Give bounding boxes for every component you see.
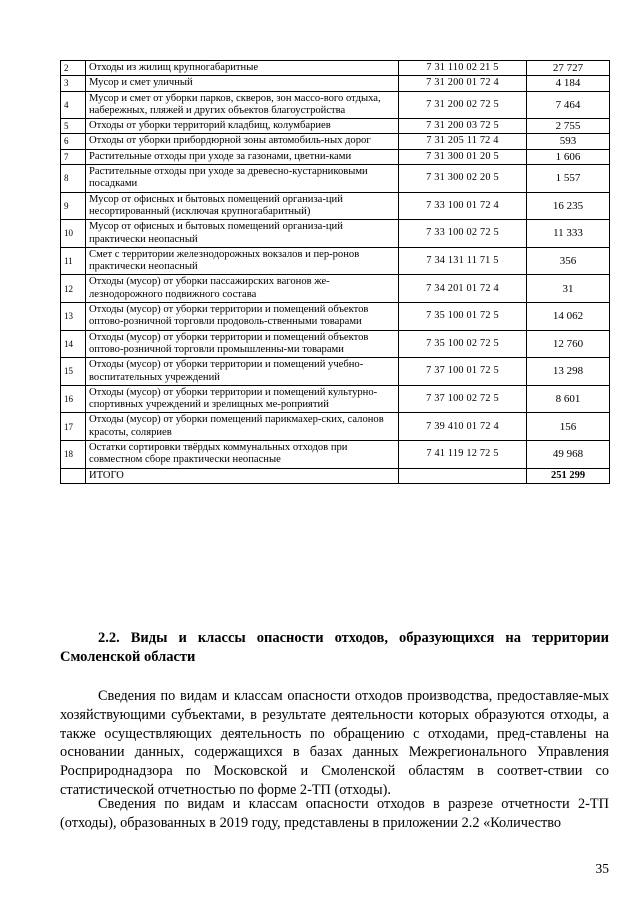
fkko-code: 7 31 110 02 21 5 [399,61,527,76]
fkko-code: 7 34 131 11 71 5 [399,247,527,275]
table-row [61,413,610,441]
waste-name: Мусор от офисных и бытовых помещений организа-ций несортированный (исключая крупногабаритный) [86,192,399,220]
waste-amount: 356 [527,247,610,275]
waste-name: Мусор от офисных и бытовых помещений организа-ций практически неопасный [86,220,399,248]
total-amount: 251 299 [527,468,610,483]
waste-amount: 27 727 [527,61,610,76]
total-label: ИТОГО [86,468,399,483]
row-number: 4 [61,91,86,119]
table-row [61,165,610,193]
fkko-code: 7 33 100 01 72 4 [399,192,527,220]
waste-name: Отходы из жилищ крупногабаритные [86,61,399,76]
waste-name: Растительные отходы при уходе за древесно-кустарниковыми посадками [86,165,399,193]
waste-name: Отходы (мусор) от уборки территории и помещений учебно-воспитательных учреждений [86,358,399,386]
waste-amount: 1 606 [527,149,610,164]
row-number: 5 [61,119,86,134]
row-number: 14 [61,330,86,358]
fkko-code: 7 31 200 03 72 5 [399,119,527,134]
table-row [61,61,610,76]
fkko-code: 7 31 200 01 72 4 [399,76,527,91]
waste-amount: 31 [527,275,610,303]
fkko-code: 7 35 100 01 72 5 [399,303,527,331]
total-num-cell [61,468,86,483]
row-number: 2 [61,61,86,76]
section-heading: 2.2. Виды и классы опасности отходов, образующихся на территории Смоленской области [60,630,609,665]
waste-name: Отходы от уборки прибордюрной зоны автомобиль-ных дорог [86,134,399,149]
waste-amount: 593 [527,134,610,149]
waste-amount: 49 968 [527,441,610,469]
table-row [61,247,610,275]
row-number: 7 [61,149,86,164]
row-number: 3 [61,76,86,91]
table-row [61,119,610,134]
table-total-row [61,468,610,483]
table-row [61,76,610,91]
waste-table-body [61,61,610,469]
table-row [61,441,610,469]
waste-name: Остатки сортировки твёрдых коммунальных отходов при совместном сборе практически неопасные [86,441,399,469]
fkko-code: 7 31 300 02 20 5 [399,165,527,193]
waste-name: Отходы от уборки территорий кладбищ, колумбариев [86,119,399,134]
fkko-code: 7 33 100 02 72 5 [399,220,527,248]
waste-name: Растительные отходы при уходе за газонами, цветни-ками [86,149,399,164]
table-row [61,275,610,303]
fkko-code: 7 31 205 11 72 4 [399,134,527,149]
waste-amount: 14 062 [527,303,610,331]
table-row [61,303,610,331]
waste-amount: 2 755 [527,119,610,134]
table-row [61,134,610,149]
row-number: 11 [61,247,86,275]
waste-amount: 1 557 [527,165,610,193]
waste-name: Отходы (мусор) от уборки территории и помещений объектов оптово-розничной торговли продоволь-ственными товарами [86,303,399,331]
table-row [61,385,610,413]
row-number: 10 [61,220,86,248]
waste-name: Мусор и смет от уборки парков, скверов, зон массо-вого отдыха, набережных, пляжей и других объектов благоустройства [86,91,399,119]
row-number: 15 [61,358,86,386]
waste-amount: 11 333 [527,220,610,248]
waste-name: Мусор и смет уличный [86,76,399,91]
waste-name: Отходы (мусор) от уборки территории и помещений объектов оптово-розничной торговли промышленны-ми товарами [86,330,399,358]
waste-name: Отходы (мусор) от уборки пассажирских вагонов же-лезнодорожного подвижного состава [86,275,399,303]
fkko-code: 7 37 100 02 72 5 [399,385,527,413]
waste-amount: 156 [527,413,610,441]
waste-amount: 16 235 [527,192,610,220]
row-number: 16 [61,385,86,413]
waste-name: Отходы (мусор) от уборки территории и помещений культурно-спортивных учреждений и зрелищных ме-роприятий [86,385,399,413]
row-number: 17 [61,413,86,441]
fkko-code: 7 41 119 12 72 5 [399,441,527,469]
row-number: 8 [61,165,86,193]
waste-amount: 8 601 [527,385,610,413]
table-row [61,192,610,220]
row-number: 12 [61,275,86,303]
waste-table [60,60,610,484]
row-number: 9 [61,192,86,220]
paragraph: Сведения по видам и классам опасности отходов в разрезе отчетности 2-ТП (отходы), образованных в 2019 году, представлены в приложении 2.2 «Количество [60,796,609,831]
table-row [61,149,610,164]
table-row [61,330,610,358]
paragraph: Сведения по видам и классам опасности отходов производства, предоставляе-мых хозяйствующими субъектами, в результате деятельности которых образуются отходы, а также осуществляющих деятельность по обращению с отходами, пред-ставлены на основании данных, содержащихся в базах данных Межрегионального Управления Росприроднадзора по Московской и Смоленской областям в соответ-ствии со статистической отчетностью по форме 2-ТП (отходы). [60,688,609,798]
fkko-code: 7 31 300 01 20 5 [399,149,527,164]
fkko-code: 7 39 410 01 72 4 [399,413,527,441]
fkko-code: 7 35 100 02 72 5 [399,330,527,358]
fkko-code: 7 37 100 01 72 5 [399,358,527,386]
table-row [61,220,610,248]
waste-amount: 13 298 [527,358,610,386]
total-code-cell [399,468,527,483]
table-row [61,91,610,119]
waste-name: Смет с территории железнодорожных вокзалов и пер-ронов практически неопасный [86,247,399,275]
page-number: 35 [595,861,609,876]
waste-amount: 12 760 [527,330,610,358]
row-number: 6 [61,134,86,149]
row-number: 18 [61,441,86,469]
waste-name: Отходы (мусор) от уборки помещений парикмахер-ских, салонов красоты, соляриев [86,413,399,441]
waste-amount: 4 184 [527,76,610,91]
row-number: 13 [61,303,86,331]
waste-amount: 7 464 [527,91,610,119]
fkko-code: 7 34 201 01 72 4 [399,275,527,303]
table-row [61,358,610,386]
fkko-code: 7 31 200 02 72 5 [399,91,527,119]
